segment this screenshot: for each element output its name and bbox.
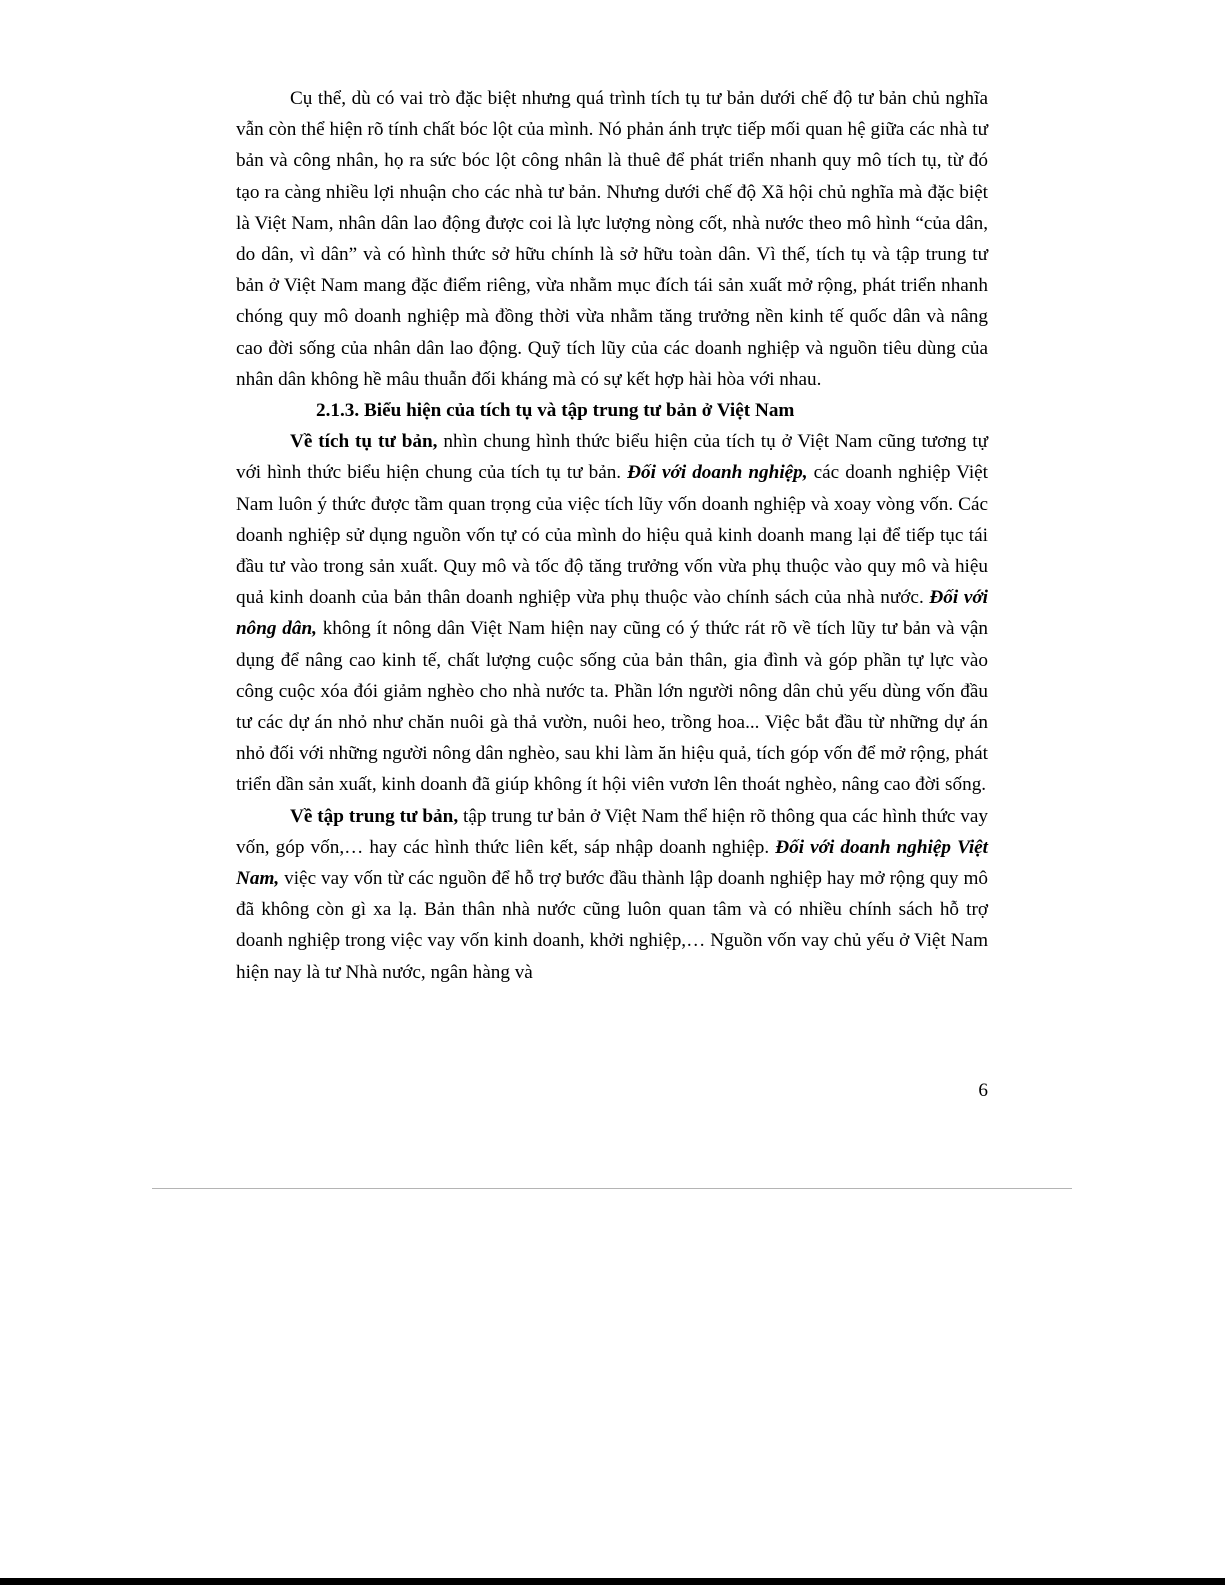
paragraph-capitalist-accumulation <box>236 83 988 395</box>
paragraph-text-segment: các doanh nghiệp Việt Nam luôn ý thức được tầm quan trọng của việc tích lũy vốn doanh nghiệp và xoay vòng vốn. Các doanh nghiệp sử dụng nguồn vốn tự có của mình do hiệu quả kinh doanh mang lại để tiếp tục tái đầu tư vào trong sản xuất. Quy mô và tốc độ tăng trưởng vốn vừa phụ thuộc vào quy mô và hiệu quả kinh doanh của bản thân doanh nghiệp vừa phụ thuộc vào chính sách của nhà nước. <box>236 462 989 609</box>
paragraph-capital-accumulation-vietnam <box>236 426 988 800</box>
emphasis-phrase-vietnam-enterprises: Đối với doanh nghiệp Việt Nam, <box>236 836 988 890</box>
paragraph-text-segment: việc vay vốn từ các nguồn để hỗ trợ bước đầu thành lập doanh nghiệp hay mở rộng quy mô đã không còn gì xa lạ. Bản thân nhà nước cũng luôn quan tâm và có nhiều chính sách hỗ trợ doanh nghiệp trong việc vay vốn kinh doanh, khởi nghiệp,… Nguồn vốn vay chủ yếu ở Việt Nam hiện nay là tư Nhà nước, ngân hàng và <box>236 868 988 983</box>
page-separator-line <box>152 1188 1072 1189</box>
emphasis-phrase-enterprises: Đối với doanh nghiệp, <box>627 462 808 484</box>
paragraph-text-segment: nhìn chung hình thức biểu hiện của tích tụ ở Việt Nam cũng tương tự với hình thức biểu hiện chung của tích tụ tư bản. <box>236 431 989 484</box>
page-number: 6 <box>978 1080 988 1101</box>
lead-bold-phrase: Về tích tụ tư bản, <box>290 431 438 453</box>
lead-bold-phrase: Về tập trung tư bản, <box>290 805 459 827</box>
section-heading-text: 2.1.3. Biểu hiện của tích tụ và tập trung tư bản ở Việt Nam <box>316 400 795 422</box>
paragraph-capital-concentration-vietnam <box>236 801 988 988</box>
paragraph-text-segment: không ít nông dân Việt Nam hiện nay cũng có ý thức rát rõ về tích lũy tư bản và vận dụng để nâng cao kinh tế, chất lượng cuộc sống của bản thân, gia đình và góp phần tự lực vào công cuộc xóa đói giảm nghèo cho nhà nước ta. Phần lớn người nông dân chủ yếu dùng vốn đầu tư các dự án nhỏ như chăn nuôi gà thả vườn, nuôi heo, trồng hoa... Việc bắt đầu từ những dự án nhỏ đối với những người nông dân nghèo, sau khi làm ăn hiệu quả, tích góp vốn để mở rộng, phát triển dần sản xuất, kinh doanh đã giúp không ít hội viên vươn lên thoát nghèo, nâng cao đời sống. <box>236 618 988 796</box>
emphasis-phrase-farmers: Đối với nông dân, <box>236 587 988 640</box>
paragraph-text: Cụ thể, dù có vai trò đặc biệt nhưng quá trình tích tụ tư bản dưới chế độ tư bản chủ nghĩa vẫn còn thể hiện rõ tính chất bóc lột của mình. Nó phản ánh trực tiếp mối quan hệ giữa các nhà tư bản và công nhân, họ ra sức bóc lột công nhân là thuê để phát triển nhanh quy mô tích tụ, từ đó tạo ra càng nhiều lợi nhuận cho các nhà tư bản. Nhưng dưới chế độ Xã hội chủ nghĩa mà đặc biệt là Việt Nam, nhân dân lao động được coi là lực lượng nòng cốt, nhà nước theo mô hình “của dân, do dân, vì dân” và có hình thức sở hữu chính là sở hữu toàn dân. Vì thế, tích tụ và tập trung tư bản ở Việt Nam mang đặc điểm riêng, vừa nhằm mục đích tái sản xuất mở rộng, phát triển nhanh chóng quy mô doanh nghiệp mà đồng thời vừa nhằm tăng trưởng nền kinh tế quốc dân và nâng cao đời sống của nhân dân lao động. Quỹ tích lũy của các doanh nghiệp và nguồn tiêu dùng của nhân dân không hề mâu thuẫn đối kháng mà có sự kết hợp hài hòa với nhau. <box>236 88 988 390</box>
bottom-edge-bar <box>0 1578 1225 1585</box>
paragraph-text-segment: tập trung tư bản ở Việt Nam thể hiện rõ thông qua các hình thức vay vốn, góp vốn,… hay các hình thức liên kết, sáp nhập doanh nghiệp. <box>236 805 988 858</box>
document-page-content <box>236 83 988 988</box>
section-heading <box>236 395 988 426</box>
